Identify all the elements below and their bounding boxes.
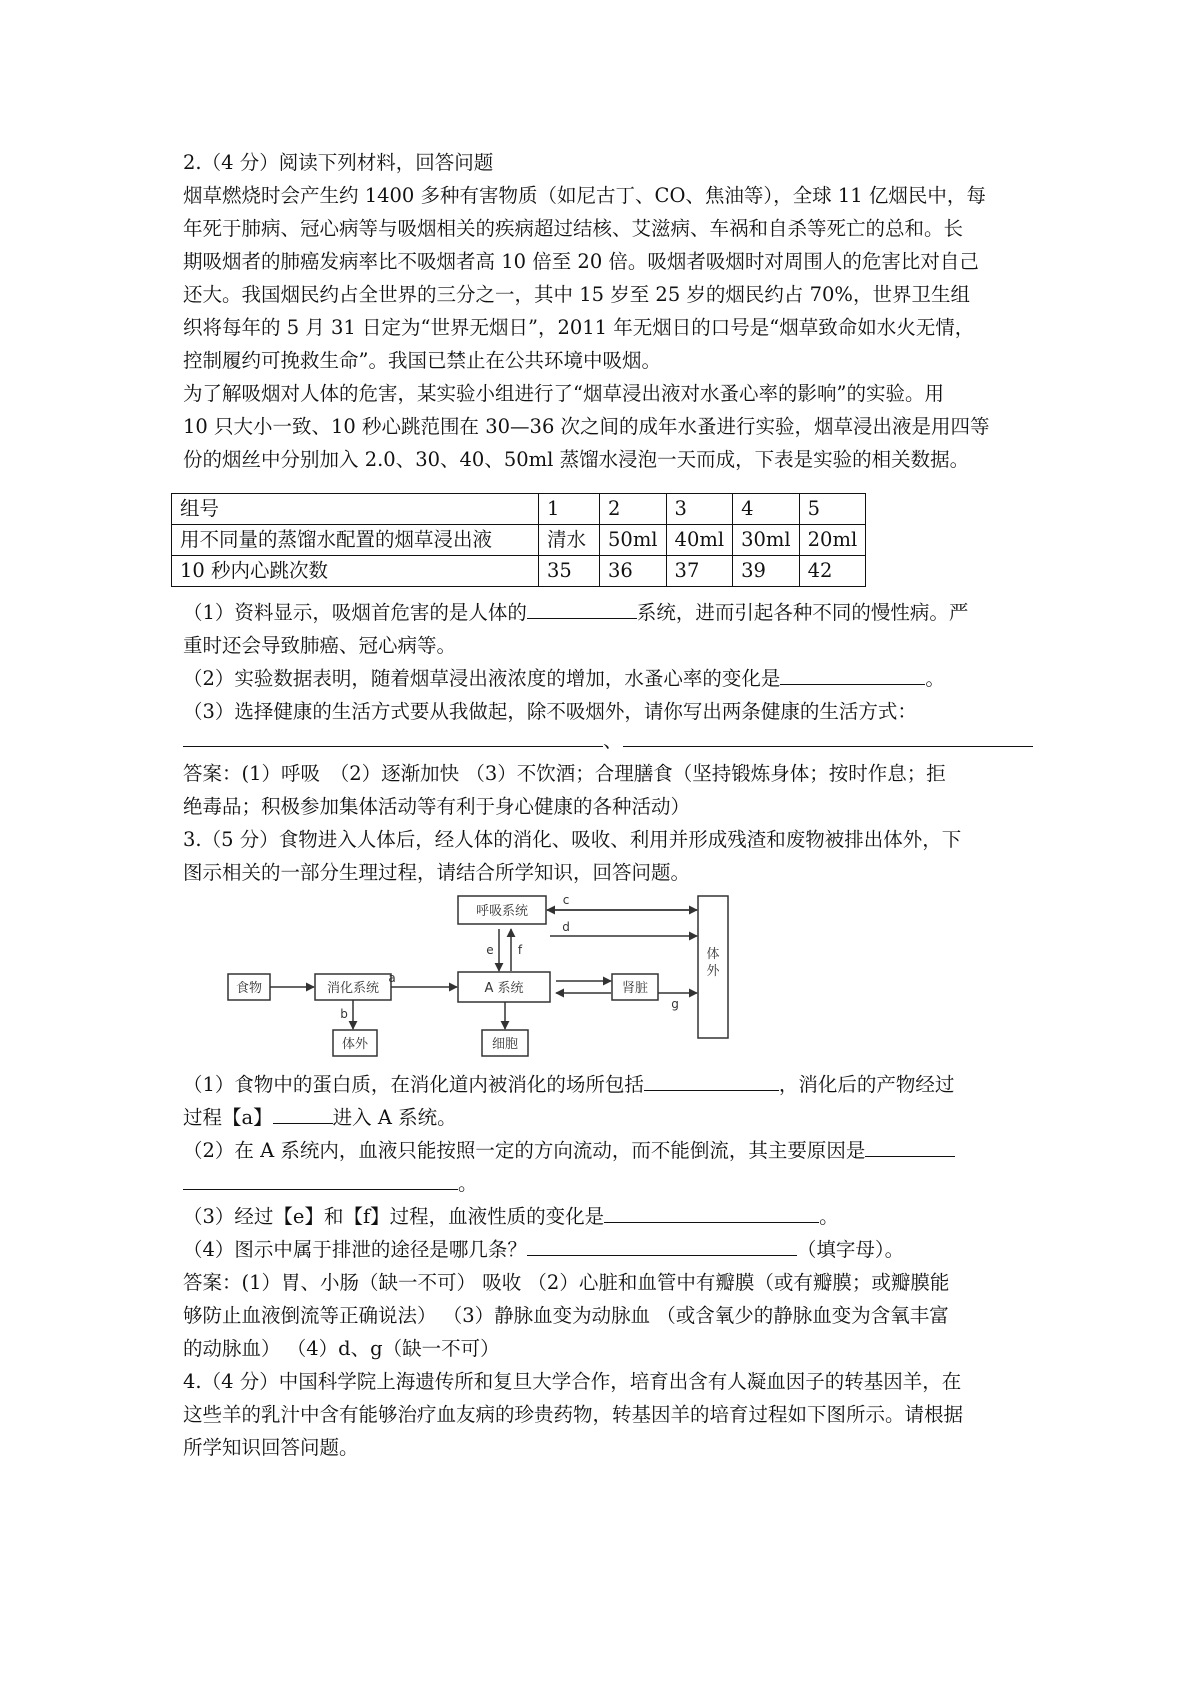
outside-body-right-label xyxy=(706,946,720,979)
table-cell: 20ml xyxy=(799,525,866,556)
q3-answer-line: 答案：(1）胃、小肠（缺一不可） 吸收 （2）心脏和血管中有瓣膜（或有瓣膜；或瓣膜能 xyxy=(183,1271,950,1294)
process-label-g: g xyxy=(671,997,679,1011)
q2-title: 2.（4 分）阅读下列材料，回答问题 xyxy=(183,151,494,174)
table-cell: 35 xyxy=(539,556,600,587)
table-cell: 30ml xyxy=(733,525,800,556)
q2-material-line: 控制履约可挽救生命”。我国已禁止在公共环境中吸烟。 xyxy=(183,349,661,372)
table-row xyxy=(172,494,866,525)
outside-body-right-char: 外 xyxy=(706,964,720,979)
answer-blank[interactable] xyxy=(623,726,1033,747)
cell-label: 细胞 xyxy=(491,1037,519,1052)
q3-intro-line: 图示相关的一部分生理过程，请结合所学知识，回答问题。 xyxy=(183,861,691,884)
answer-blank[interactable] xyxy=(183,1169,458,1190)
outside-body-right-char: 体 xyxy=(706,947,720,962)
process-label-f: f xyxy=(517,943,523,957)
q3-subquestion-2-cont: 。 xyxy=(183,1167,1033,1200)
answer-blank[interactable] xyxy=(604,1202,819,1223)
q3-subquestion-4: （4）图示中属于排泄的途径是哪几条？ （填字母）。 xyxy=(183,1233,1033,1266)
food-label: 食物 xyxy=(235,981,263,996)
q3-answer-line: 够防止血液倒流等正确说法） （3）静脉血变为动脉血 （或含氧少的静脉血变为含氧丰富 xyxy=(183,1304,949,1327)
table-cell: 39 xyxy=(733,556,800,587)
table-cell: 2 xyxy=(600,494,667,525)
digestive-system-label: 消化系统 xyxy=(326,981,380,996)
q2-subquestion-1-cont: 重时还会导致肺癌、冠心病等。 xyxy=(183,634,457,657)
q3-intro-line: 3.（5 分）食物进入人体后，经人体的消化、吸收、利用并形成残渣和废物被排出体外，下 xyxy=(183,828,962,851)
q2-experiment-line: 份的烟丝中分别加入 2.0、30、40、50ml 蒸馏水浸泡一天而成，下表是实验的相关数据。 xyxy=(183,448,970,471)
table-cell: 10 秒内心跳次数 xyxy=(172,556,539,587)
q2-subquestion-1: （1）资料显示，吸烟首危害的是人体的 系统，进而引起各种不同的慢性病。严 xyxy=(183,596,1033,629)
q3-subquestion-1-cont: 过程【a】 进入 A 系统。 xyxy=(183,1101,1033,1134)
q2-material-line: 还大。我国烟民约占全世界的三分之一，其中 15 岁至 25 岁的烟民约占 70%，世界卫生组 xyxy=(183,283,970,306)
process-label-c: c xyxy=(562,893,570,907)
q2-subquestion-3-blanks: 、 xyxy=(183,724,1033,757)
outside-body-bottom-label: 体外 xyxy=(341,1037,369,1052)
table-cell: 清水 xyxy=(539,525,600,556)
q2-answer-line: 答案：(1）呼吸 （2）逐渐加快 （3）不饮酒；合理膳食（坚持锻炼身体；按时作息；拒 xyxy=(183,762,946,785)
kidney-label: 肾脏 xyxy=(621,981,649,996)
table-cell: 42 xyxy=(799,556,866,587)
experiment-table xyxy=(171,493,866,587)
process-label-d: d xyxy=(562,920,570,934)
q2-subquestion-2: （2）实验数据表明，随着烟草浸出液浓度的增加，水蚤心率的变化是 。 xyxy=(183,662,1033,695)
answer-blank[interactable] xyxy=(183,726,603,747)
q2-material-line: 年死于肺病、冠心病等与吸烟相关的疾病超过结核、艾滋病、车祸和自杀等死亡的总和。长 xyxy=(183,217,964,240)
q3-answer-line: 的动脉血） （4）d、g（缺一不可） xyxy=(183,1337,500,1360)
q3-subquestion-2: （2）在 A 系统内，血液只能按照一定的方向流动，而不能倒流，其主要原因是 xyxy=(183,1134,1033,1167)
q2-experiment-line: 为了解吸烟对人体的危害，某实验小组进行了“烟草浸出液对水蚤心率的影响”的实验。用 xyxy=(183,382,944,405)
q4-intro-line: 这些羊的乳汁中含有能够治疗血友病的珍贵药物，转基因羊的培育过程如下图所示。请根据 xyxy=(183,1403,964,1426)
table-cell: 36 xyxy=(600,556,667,587)
q2-experiment-line: 10 只大小一致、10 秒心跳范围在 30—36 次之间的成年水蚤进行实验，烟草浸出液是用四等 xyxy=(183,415,990,438)
process-label-e: e xyxy=(486,943,494,957)
table-cell: 37 xyxy=(666,556,733,587)
q4-intro-line: 4.（4 分）中国科学院上海遗传所和复旦大学合作，培育出含有人凝血因子的转基因羊，在 xyxy=(183,1370,962,1393)
answer-blank[interactable] xyxy=(780,664,925,685)
table-cell: 40ml xyxy=(666,525,733,556)
table-cell: 50ml xyxy=(600,525,667,556)
a-system-label: A 系统 xyxy=(484,981,524,996)
q4-intro-line: 所学知识回答问题。 xyxy=(183,1436,359,1459)
table-cell: 组号 xyxy=(172,494,539,525)
table-row xyxy=(172,525,866,556)
table-cell: 用不同量的蒸馏水配置的烟草浸出液 xyxy=(172,525,539,556)
q2-subquestion-3: （3）选择健康的生活方式要从我做起，除不吸烟外，请你写出两条健康的生活方式： xyxy=(183,700,917,723)
table-row xyxy=(172,556,866,587)
respiratory-system-label: 呼吸系统 xyxy=(475,904,529,919)
table-cell: 4 xyxy=(733,494,800,525)
answer-blank[interactable] xyxy=(644,1070,779,1091)
process-label-a: a xyxy=(388,971,396,985)
q3-subquestion-3: （3）经过【e】和【f】过程，血液性质的变化是 。 xyxy=(183,1200,1033,1233)
physiology-diagram xyxy=(220,888,740,1058)
answer-blank[interactable] xyxy=(273,1103,333,1124)
table-cell: 5 xyxy=(799,494,866,525)
q2-material-line: 织将每年的 5 月 31 日定为“世界无烟日”，2011 年无烟日的口号是“烟草致命如水火无情， xyxy=(183,316,975,339)
answer-blank[interactable] xyxy=(865,1136,955,1157)
q2-material-line: 期吸烟者的肺癌发病率比不吸烟者高 10 倍至 20 倍。吸烟者吸烟时对周围人的危害比对自己 xyxy=(183,250,979,273)
q2-material-line: 烟草燃烧时会产生约 1400 多种有害物质（如尼古丁、CO、焦油等），全球 11 亿烟民中，每 xyxy=(183,184,986,207)
table-cell: 1 xyxy=(539,494,600,525)
process-label-b: b xyxy=(340,1007,348,1021)
answer-blank[interactable] xyxy=(527,1235,797,1256)
answer-blank[interactable] xyxy=(527,598,637,619)
table-cell: 3 xyxy=(666,494,733,525)
q3-subquestion-1: （1）食物中的蛋白质，在消化道内被消化的场所包括 ，消化后的产物经过 xyxy=(183,1068,1033,1101)
q2-answer-line: 绝毒品；积极参加集体活动等有利于身心健康的各种活动） xyxy=(183,795,691,818)
